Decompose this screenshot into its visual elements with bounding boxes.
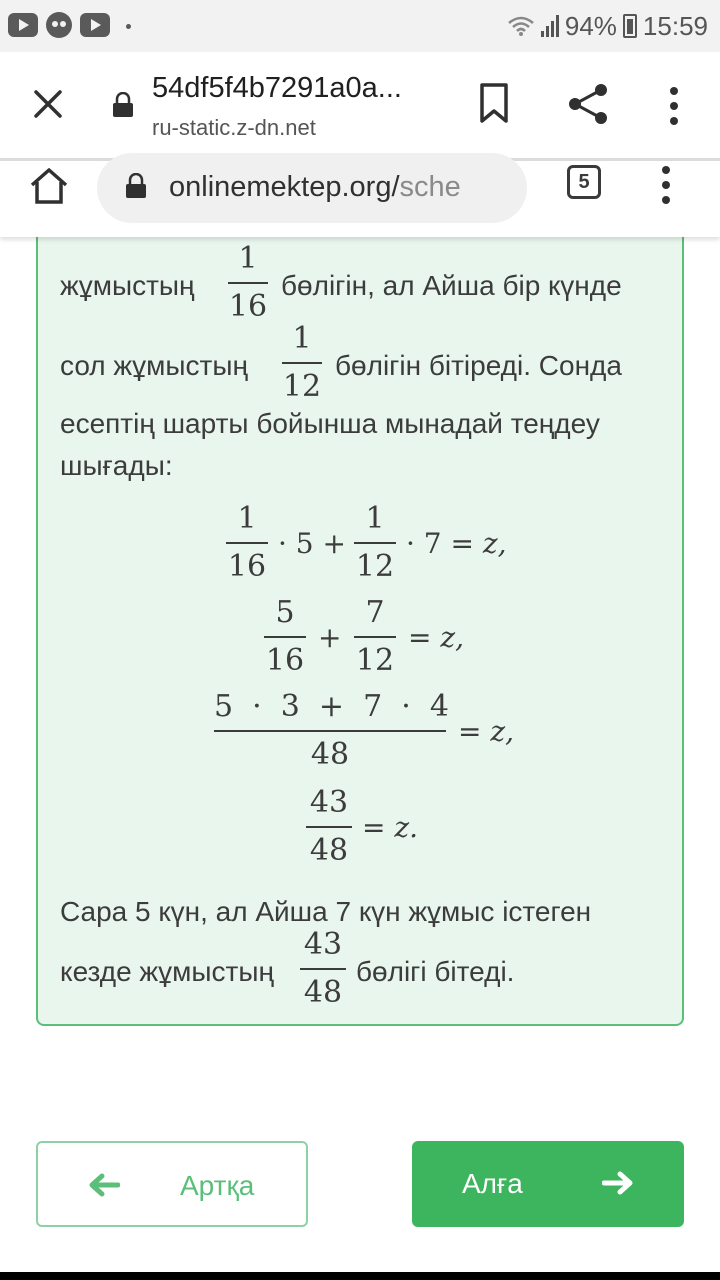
- share-icon[interactable]: [567, 82, 609, 126]
- arrow-right-icon: [602, 1171, 634, 1195]
- fraction: 5 · 3 + 7 · 4 48: [214, 689, 449, 772]
- lock-icon: [125, 173, 147, 199]
- browser-menu-icon[interactable]: [656, 165, 676, 205]
- fraction: 5 16: [265, 595, 305, 678]
- browser-toolbar: [0, 161, 720, 237]
- solution-text: бөлігін, ал Айша бір күнде: [281, 270, 622, 301]
- notification-dot-icon: [126, 24, 131, 29]
- solution-panel: [36, 200, 684, 1026]
- address-bar[interactable]: [97, 153, 527, 223]
- lock-icon: [112, 92, 134, 118]
- fraction: 7 12: [355, 595, 395, 678]
- math-operator: = z,: [408, 621, 465, 654]
- math-operator: · 7 = z,: [406, 527, 507, 560]
- status-bar: [0, 0, 720, 52]
- url-path: sche: [399, 171, 461, 203]
- next-button[interactable]: [412, 1141, 684, 1227]
- fraction: 43 48: [306, 786, 352, 868]
- clock: 15:59: [642, 10, 708, 41]
- back-button-label: Артқа: [180, 1170, 255, 1201]
- fraction: 1 12: [282, 321, 322, 404]
- battery-icon: [623, 14, 637, 38]
- arrow-left-icon: [88, 1173, 120, 1197]
- math-operator: = z.: [362, 811, 419, 844]
- solution-text: шығады:: [60, 450, 173, 481]
- solution-text: кезде жұмыстың: [60, 956, 274, 987]
- solution-text: есептің шарты бойынша мынадай теңдеу: [60, 408, 600, 439]
- battery-percent: 94%: [564, 10, 617, 41]
- wifi-icon: [507, 15, 535, 37]
- more-menu-icon[interactable]: [664, 86, 684, 126]
- back-button[interactable]: [36, 1141, 308, 1227]
- fraction: 43 48: [300, 928, 346, 1010]
- fraction: 1 16: [228, 241, 268, 324]
- skull-icon: [46, 12, 72, 38]
- next-button-label: Алға: [462, 1168, 523, 1199]
- solution-text: бөлігін бітіреді. Сонда: [335, 350, 622, 381]
- youtube-icon: [80, 13, 110, 37]
- home-icon[interactable]: [28, 165, 70, 207]
- solution-text: Сара 5 күн, ал Айша 7 күн жұмыс істеген: [60, 896, 592, 927]
- math-operator: · 5 +: [278, 527, 346, 560]
- close-icon[interactable]: [28, 84, 68, 124]
- custom-tab-header: [0, 52, 720, 158]
- bookmark-icon[interactable]: [478, 82, 510, 124]
- signal-icon: [541, 15, 559, 37]
- solution-text: жұмыстың: [60, 270, 195, 301]
- fraction: 1 16: [227, 501, 267, 584]
- address-text[interactable]: [169, 171, 487, 204]
- tab-url: ru-static.z-dn.net: [152, 115, 316, 140]
- tab-switcher-button[interactable]: 5: [567, 165, 601, 199]
- url-host: onlinemektep.org/: [169, 171, 400, 203]
- youtube-icon: [8, 13, 38, 37]
- solution-text: сол жұмыстың: [60, 350, 248, 381]
- solution-text: бөлігі бітеді.: [356, 956, 515, 987]
- math-operator: +: [318, 621, 342, 654]
- fraction: 1 12: [355, 501, 395, 584]
- math-operator: = z,: [458, 715, 515, 748]
- tab-title: 54df5f4b7291a0a...: [152, 72, 402, 104]
- system-nav-strip: [0, 1272, 720, 1280]
